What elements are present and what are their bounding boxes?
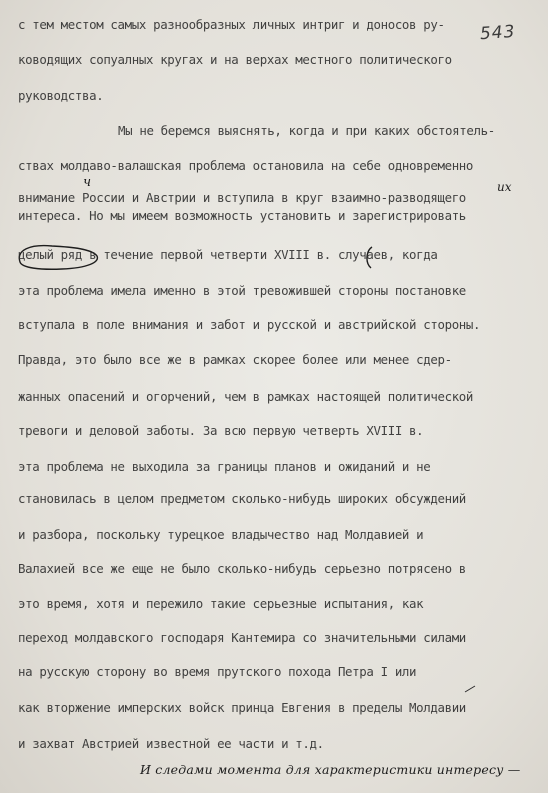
text-line: становилась в целом предметом сколько-нибудь широких обсуждений bbox=[18, 491, 466, 506]
text-line: вступала в поле внимания и забот и русской и австрийской стороны. bbox=[18, 317, 481, 332]
text-line: Валахией все же еще не было сколько-нибудь серьезно потрясено в bbox=[18, 561, 466, 576]
text-line: интереса. Но мы имеем возможность установить и зарегистрировать bbox=[18, 208, 466, 223]
handwritten-closing-line: И следами момента для характеристики интересу — bbox=[140, 762, 521, 777]
text-line: переход молдавского господаря Кантемира со значительными силами bbox=[18, 630, 466, 645]
text-line: эта проблема не выходила за границы планов и ожиданий и не bbox=[18, 459, 431, 474]
text-line: руководства. bbox=[18, 88, 104, 103]
text-line: с тем местом самых разнообразных личных интриг и доносов ру- bbox=[18, 17, 445, 32]
text-line: Мы не беремся выяснять, когда и при каких обстоятель- bbox=[118, 123, 495, 138]
page-number: 543 bbox=[479, 21, 517, 45]
text-line: и захват Австрией известной ее части и т.д. bbox=[18, 736, 324, 751]
text-line: ководящих сопуалных кругах и на верхах местного политического bbox=[18, 52, 452, 67]
text-line: целый ряд в течение первой четверти XVIII в. случаев, когда bbox=[18, 247, 438, 262]
handwritten-insertion-ix: их bbox=[497, 180, 512, 194]
text-line: жанных опасений и огорчений, чем в рамках настоящей политической bbox=[18, 389, 474, 404]
text-line: как вторжение имперских войск принца Евгения в пределы Молдавии bbox=[18, 700, 466, 715]
text-line: и разбора, поскольку турецкое владычество над Молдавией и bbox=[18, 527, 424, 542]
text-line: ствах молдаво-валашская проблема остановила на себе одновременно bbox=[18, 158, 474, 173]
text-line: это время, хотя и пережило такие серьезные испытания, как bbox=[18, 596, 424, 611]
text-line: Правда, это было все же в рамках скорее более или менее сдер- bbox=[18, 352, 452, 367]
handwritten-insertion-ch: ч bbox=[83, 175, 92, 190]
text-line: на русскую сторону во время прутского похода Петра I или bbox=[18, 664, 417, 679]
text-line: внимание России и Австрии и вступила в круг взаимно-разводящего bbox=[18, 190, 466, 205]
text-line: эта проблема имела именно в этой тревожившей стороны постановке bbox=[18, 283, 466, 298]
text-line: тревоги и деловой заботы. За всю первую четверть XVIII в. bbox=[18, 423, 424, 438]
